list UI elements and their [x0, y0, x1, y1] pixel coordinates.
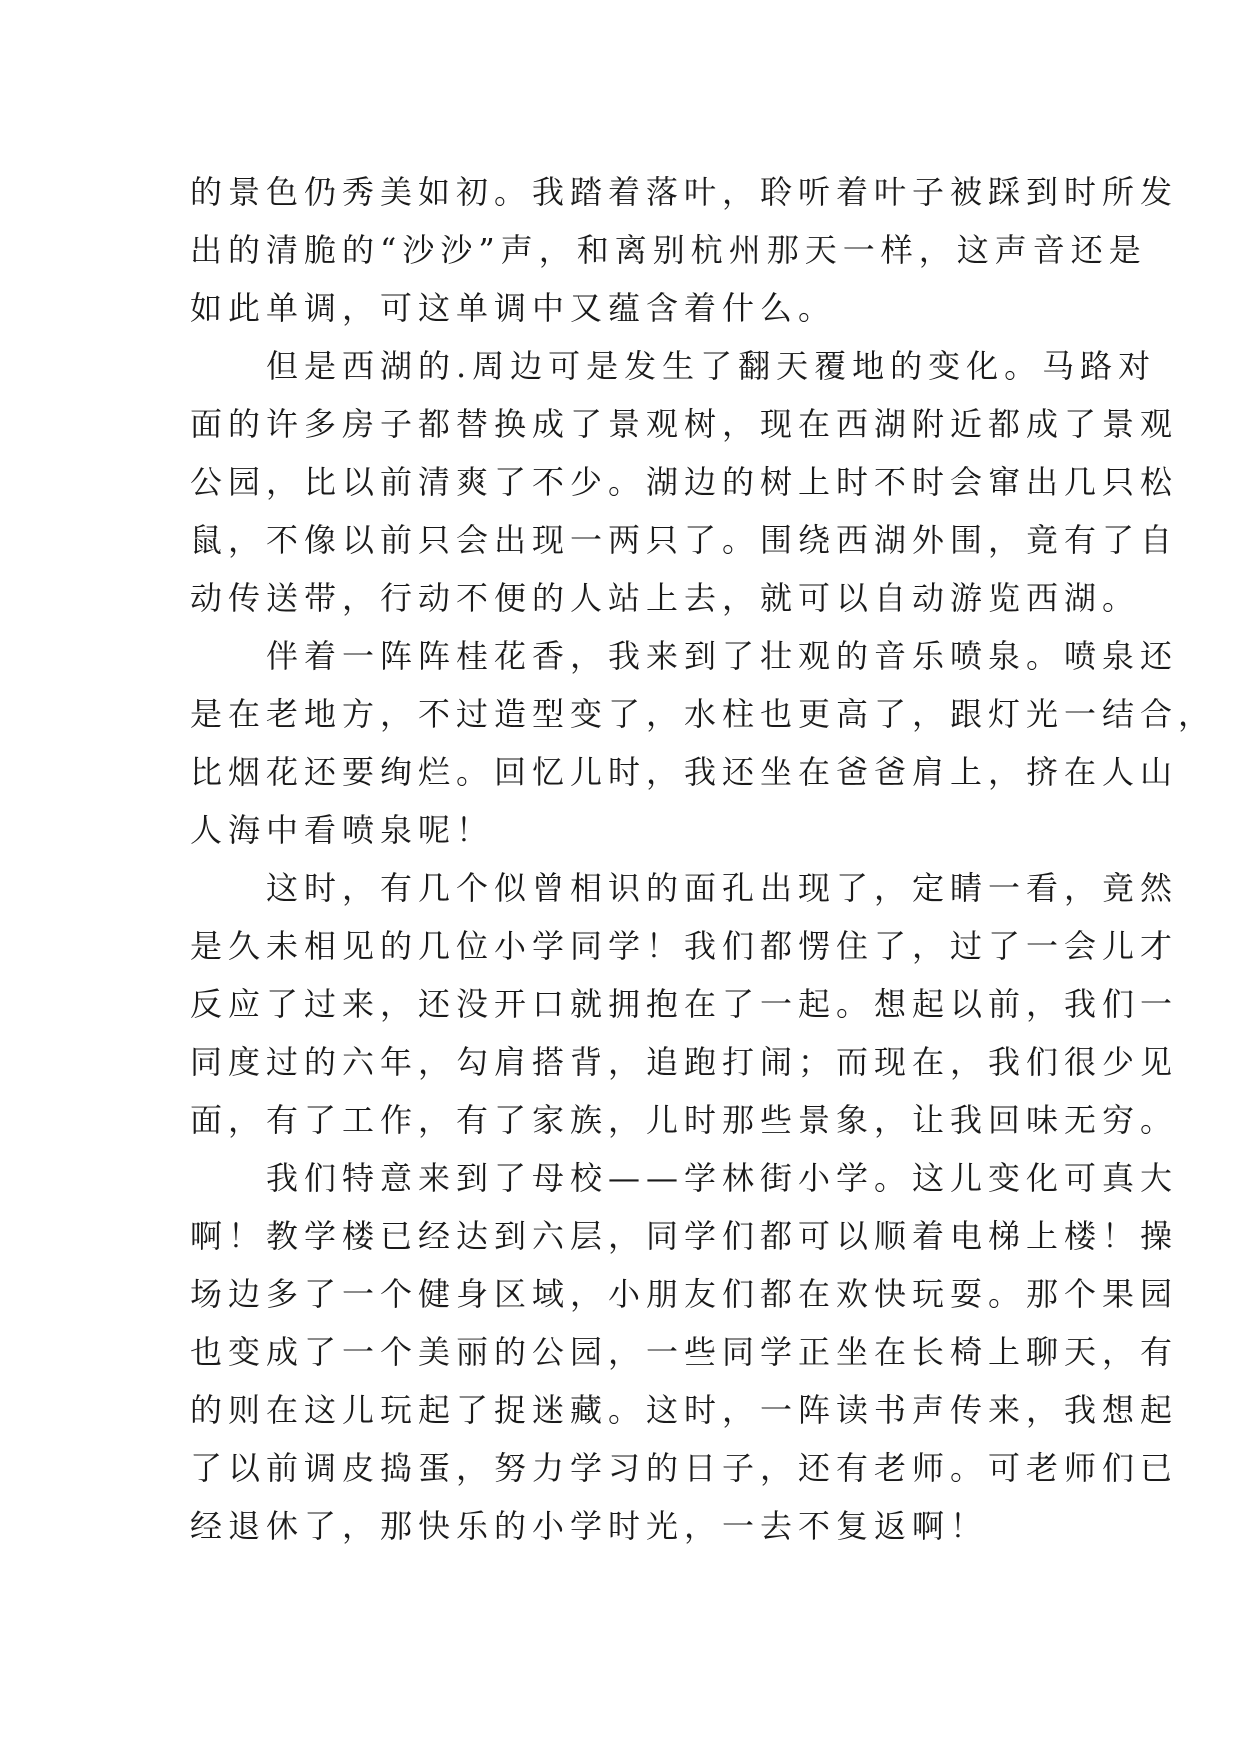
- body-text: [190, 163, 1217, 1555]
- text-line: 的景色仍秀美如初。我踏着落叶，聆听着叶子被踩到时所发: [190, 173, 1179, 211]
- text-line: 同度过的六年，勾肩搭背，追跑打闹；而现在，我们很少见: [190, 1043, 1179, 1081]
- text-line: 人海中看喷泉呢！: [190, 811, 495, 849]
- text-line: 啊！教学楼已经达到六层，同学们都可以顺着电梯上楼！操: [190, 1217, 1179, 1255]
- text-line: 这时，有几个似曾相识的面孔出现了，定睛一看，竟然: [190, 869, 1179, 907]
- text-line: 经退休了，那快乐的小学时光，一去不复返啊！: [190, 1507, 989, 1545]
- text-line: 出的清脆的“沙沙”声，和离别杭州那天一样，这声音还是: [190, 231, 1147, 269]
- text-line: 如此单调，可这单调中又蕴含着什么。: [190, 289, 837, 327]
- text-line: 比烟花还要绚烂。回忆儿时，我还坐在爸爸肩上，挤在人山: [190, 753, 1179, 791]
- text-line: 场边多了一个健身区域，小朋友们都在欢快玩耍。那个果园: [190, 1275, 1179, 1313]
- text-line: 鼠，不像以前只会出现一两只了。围绕西湖外围，竟有了自: [190, 521, 1179, 559]
- text-line: 是在老地方，不过造型变了，水柱也更高了，跟灯光一结合，: [190, 695, 1217, 733]
- text-line: 反应了过来，还没开口就拥抱在了一起。想起以前，我们一: [190, 985, 1179, 1023]
- text-line: 是久未相见的几位小学同学！我们都愣住了，过了一会儿才: [190, 927, 1179, 965]
- text-line: 的则在这儿玩起了捉迷藏。这时，一阵读书声传来，我想起: [190, 1391, 1179, 1429]
- text-line: 面，有了工作，有了家族，儿时那些景象，让我回味无穷。: [190, 1101, 1179, 1139]
- text-line: 面的许多房子都替换成了景观树，现在西湖附近都成了景观: [190, 405, 1179, 443]
- text-line: 伴着一阵阵桂花香，我来到了壮观的音乐喷泉。喷泉还: [190, 637, 1179, 675]
- text-line: 也变成了一个美丽的公园，一些同学正坐在长椅上聊天，有: [190, 1333, 1179, 1371]
- text-line: 动传送带，行动不便的人站上去，就可以自动游览西湖。: [190, 579, 1141, 617]
- text-line: 但是西湖的.周边可是发生了翻天覆地的变化。马路对: [190, 347, 1157, 385]
- text-line: 公园，比以前清爽了不少。湖边的树上时不时会窜出几只松: [190, 463, 1179, 501]
- text-line: 了以前调皮捣蛋，努力学习的日子，还有老师。可老师们已: [190, 1449, 1179, 1487]
- text-line: 我们特意来到了母校——学林街小学。这儿变化可真大: [190, 1159, 1179, 1197]
